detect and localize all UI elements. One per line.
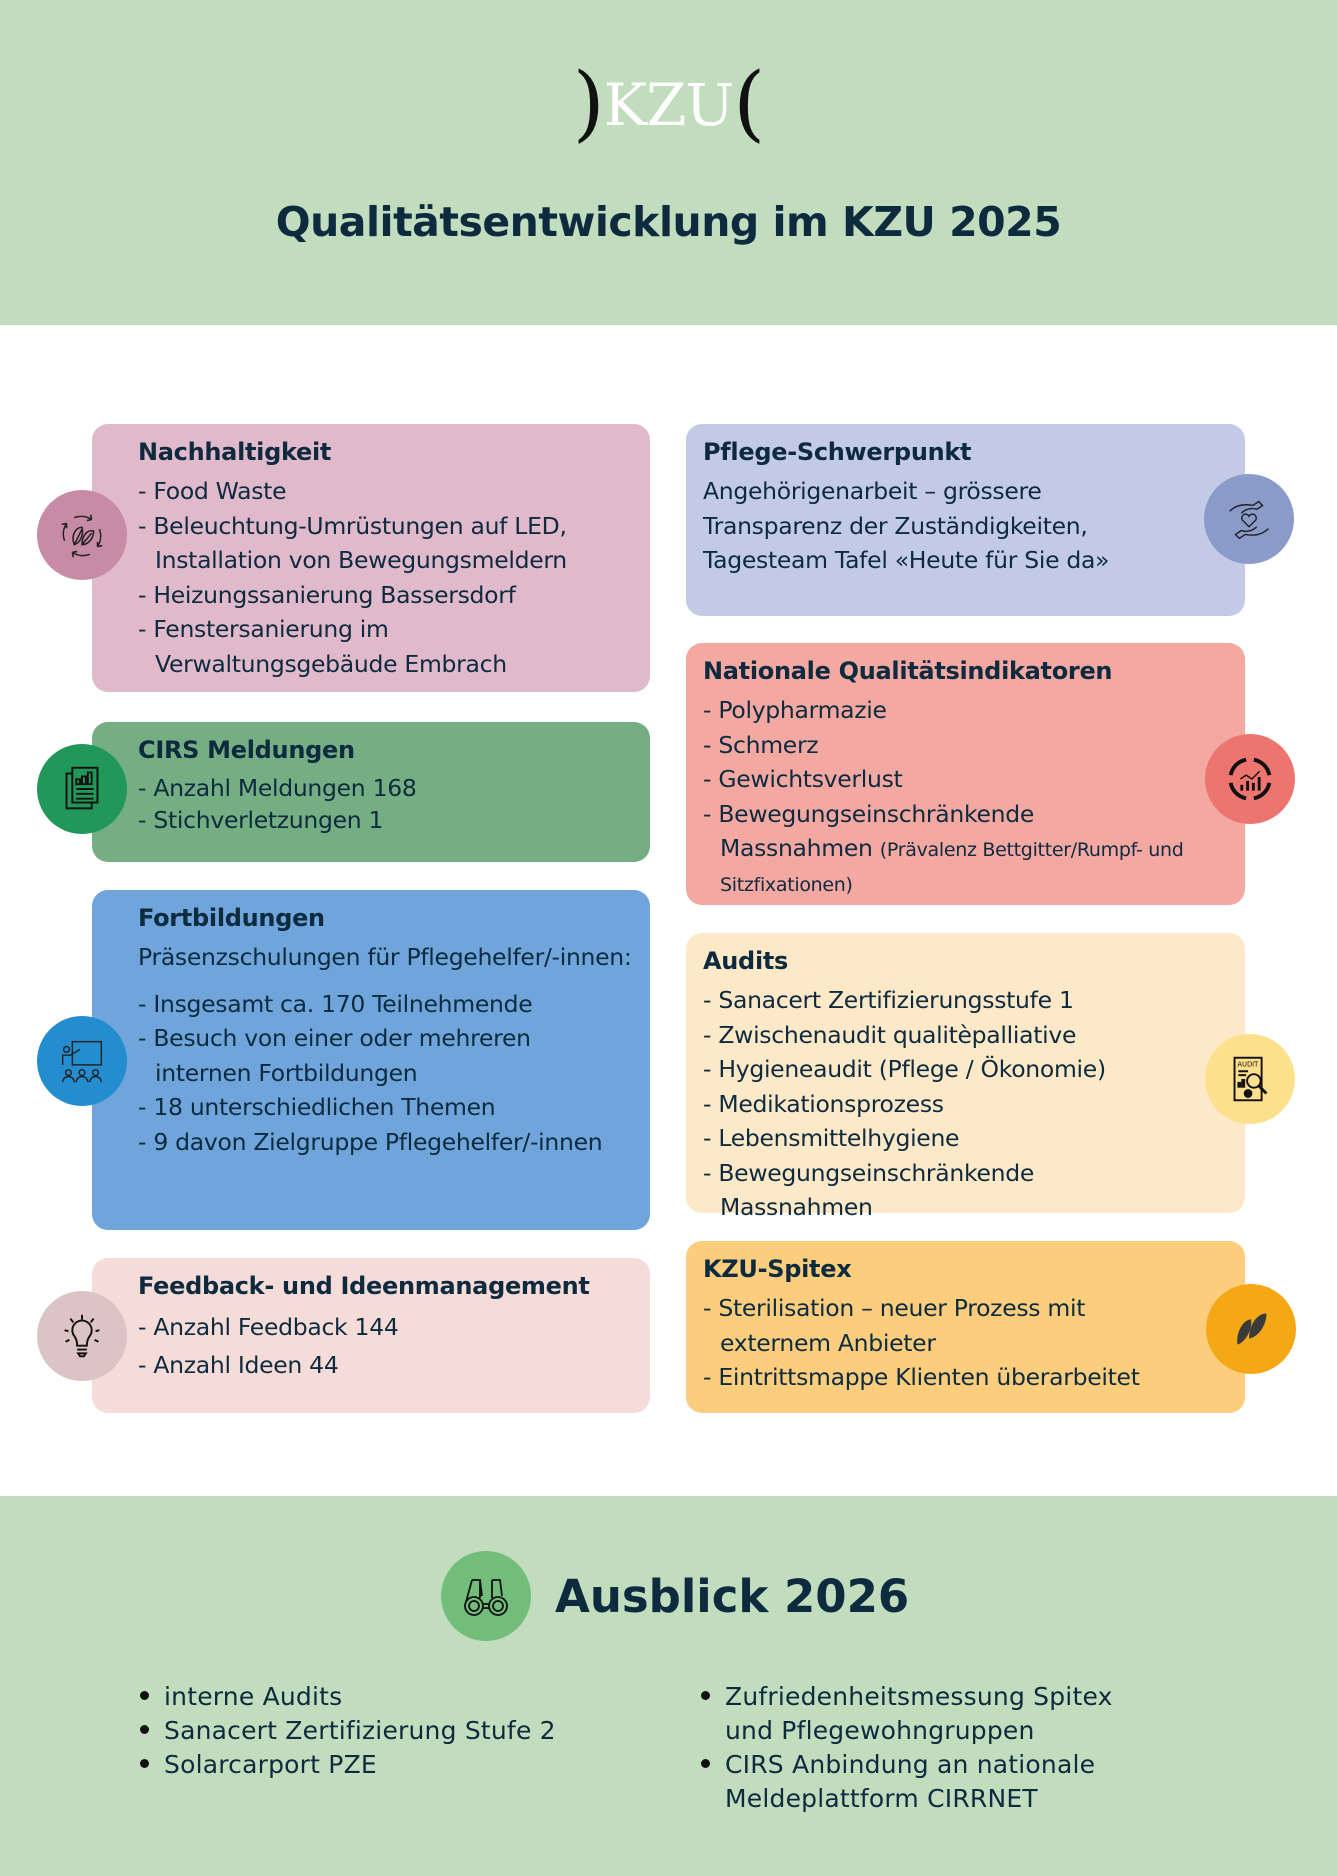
lightbulb-icon (37, 1291, 127, 1381)
card-nachhaltigkeit (92, 424, 650, 692)
ausblick-heading (441, 1551, 909, 1641)
recycle-leaf-icon (37, 490, 127, 580)
card-fortbildungen (92, 890, 650, 1230)
card-audits (686, 933, 1245, 1221)
list-item: Solarcarport PZE (138, 1748, 556, 1782)
list-item: - Gewichtsverlust (703, 762, 1185, 797)
list-item: - Polypharmazie (703, 693, 1185, 728)
svg-text:AUDIT: AUDIT (1237, 1060, 1259, 1069)
card-nationale-qualitaetsindikatoren (686, 643, 1245, 905)
list-item: - Schmerz (703, 728, 1185, 763)
hands-heart-icon (1204, 474, 1294, 564)
analytics-chart-icon (1205, 734, 1295, 824)
list-item: interne Audits (138, 1680, 556, 1714)
list-item: - Bewegungseinschränkende Massnahmen (Prävalenz Bettgitter/Rumpf- und Sitzfixationen) (703, 797, 1185, 901)
card-feedback-ideenmanagement (92, 1258, 650, 1413)
list-item: - Medikationsprozess (703, 1087, 1185, 1122)
list-item: - Anzahl Meldungen 168 (138, 772, 632, 804)
card-intro: Präsenzschulungen für Pflegehelfer/-innen: (138, 943, 632, 971)
card-text: Angehörigenarbeit – grössere Transparenz der Zuständigkeiten, Tagesteam Tafel «Heute für Sie da» (703, 477, 1110, 574)
list-item: CIRS Anbindung an nationale Meldeplattform CIRRNET (699, 1748, 1119, 1816)
ausblick-list-right (699, 1680, 1119, 1816)
list-item: - Heizungssanierung Bassersdorf (138, 578, 632, 613)
card-kzu-spitex (686, 1241, 1245, 1413)
list-item: - Beleuchtung-Umrüstungen auf LED, Installation von Bewegungsmeldern (138, 509, 632, 578)
list-item: - Lebensmittelhygiene (703, 1121, 1185, 1156)
card-title: Pflege-Schwerpunkt (703, 438, 972, 466)
card-title: Nationale Qualitätsindikatoren (703, 657, 1113, 685)
list-item: - Besuch von einer oder mehreren internen Fortbildungen (138, 1021, 632, 1090)
list-item: - Insgesamt ca. 170 Teilnehmende (138, 987, 632, 1022)
list-item: - Zwischenaudit qualitèpalliative (703, 1018, 1185, 1053)
card-title: Nachhaltigkeit (138, 438, 332, 466)
header-banner (0, 0, 1337, 325)
list-item: - Bewegungseinschränkende Massnahmen (703, 1156, 1185, 1225)
ausblick-list-left (138, 1680, 556, 1782)
audit-magnifier-icon (1205, 1034, 1295, 1124)
list-item: - Eintrittsmappe Klienten überarbeitet (703, 1360, 1185, 1395)
card-title: CIRS Meldungen (138, 736, 355, 764)
card-cirs-meldungen (92, 722, 650, 862)
page-title: Qualitätsentwicklung im KZU 2025 (275, 198, 1062, 246)
card-pflege-schwerpunkt (686, 424, 1245, 616)
report-chart-icon (37, 744, 127, 834)
list-item: - Fenstersanierung im Verwaltungsgebäude Embrach (138, 612, 632, 681)
list-item: Sanacert Zertifizierung Stufe 2 (138, 1714, 556, 1748)
list-item: - Stichverletzungen 1 (138, 804, 632, 836)
list-item: - Sterilisation – neuer Prozess mit externem Anbieter (703, 1291, 1185, 1360)
card-title: Feedback- und Ideenmanagement (138, 1272, 590, 1300)
card-title: Audits (703, 947, 789, 975)
kzu-logo: )KZU( (572, 56, 765, 151)
teacher-classroom-icon (37, 1016, 127, 1106)
list-item: - Anzahl Ideen 44 (138, 1346, 632, 1384)
card-title: KZU-Spitex (703, 1255, 852, 1283)
list-item: - 18 unterschiedlichen Themen (138, 1090, 632, 1125)
list-item: Zufriedenheitsmessung Spitex und Pflegewohngruppen (699, 1680, 1119, 1748)
list-item: - 9 davon Zielgruppe Pflegehelfer/-innen (138, 1125, 632, 1160)
spitex-logo-icon (1206, 1284, 1296, 1374)
binoculars-icon (441, 1551, 531, 1641)
card-title: Fortbildungen (138, 904, 325, 932)
ausblick-title: Ausblick 2026 (555, 1569, 910, 1623)
list-item: - Anzahl Feedback 144 (138, 1308, 632, 1346)
list-item: - Hygieneaudit (Pflege / Ökonomie) (703, 1052, 1185, 1087)
list-item: - Food Waste (138, 474, 632, 509)
list-item: - Sanacert Zertifizierungsstufe 1 (703, 983, 1185, 1018)
